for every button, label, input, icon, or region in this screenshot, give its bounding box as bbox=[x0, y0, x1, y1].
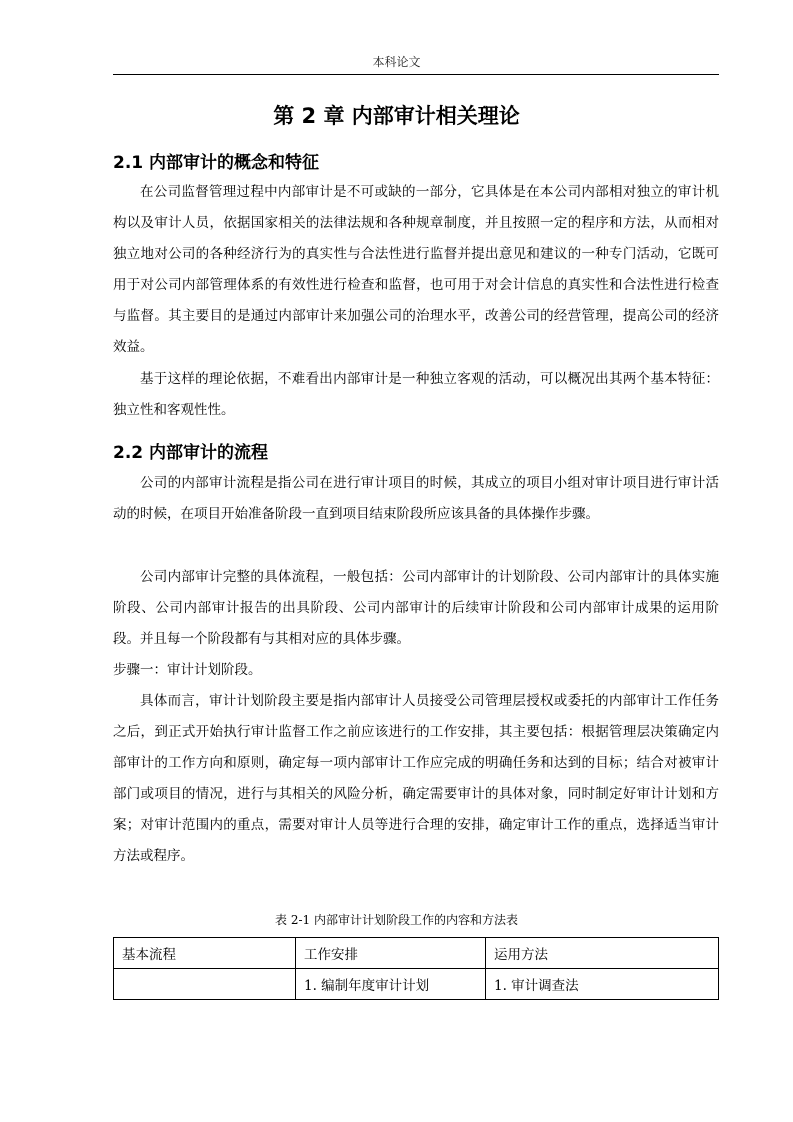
table-caption: 表 2-1 内部审计计划阶段工作的内容和方法表 bbox=[275, 913, 518, 927]
table-header-cell: 基本流程 bbox=[114, 938, 296, 969]
table-header-cell: 工作安排 bbox=[296, 938, 486, 969]
method-table bbox=[113, 937, 719, 1000]
table-cell: 1. 审计调查法 bbox=[486, 969, 719, 1000]
table-header-row bbox=[114, 938, 719, 969]
chapter-title: 第 2 章 内部审计相关理论 bbox=[273, 104, 520, 128]
table-row bbox=[114, 969, 719, 1000]
running-header: 本科论文 bbox=[372, 55, 421, 69]
table-cell: 1. 编制年度审计计划 bbox=[296, 969, 486, 1000]
paragraph: 在公司监督管理过程中内部审计是不可或缺的一部分，它具体是在本公司内部相对独立的审计机构以及审计人员，依据国家相关的法律法规和各种规章制度，并且按照一定的程序和方法，从而相对独立地对公司的各种经济行为的真实性与合法性进行监督并提出意见和建议的一种专门活动，它既可用于对公司内部管理体系的有效性进行检查和监督，也可用于对会计信息的真实性和合法性进行检查与监督。其主要目的是通过内部审计来加强公司的治理水平，改善公司的经营管理，提高公司的经济效益。 bbox=[113, 184, 719, 355]
paragraph: 具体而言，审计计划阶段主要是指内部审计人员接受公司管理层授权或委托的内部审计工作任务之后，到正式开始执行审计监督工作之前应该进行的工作安排，其主要包括：根据管理层决策确定内部审计的工作方向和原则，确定每一项内部审计工作应完成的明确任务和达到的目标；结合对被审计部门或项目的情况，进行与其相关的风险分析，确定需要审计的具体对象，同时制定好审计计划和方案；对审计范围内的重点，需要对审计人员等进行合理的安排，确定审计工作的重点，选择适当审计方法或程序。 bbox=[113, 693, 719, 864]
table-header-cell: 运用方法 bbox=[486, 938, 719, 969]
header-rule bbox=[113, 74, 719, 75]
paragraph: 基于这样的理论依据，不难看出内部审计是一种独立客观的活动，可以概况出其两个基本特征：独立性和客观性性。 bbox=[113, 371, 719, 418]
section-title-2-2: 2.2 内部审计的流程 bbox=[113, 443, 269, 463]
paragraph: 公司内部审计完整的具体流程，一般包括：公司内部审计的计划阶段、公司内部审计的具体实施阶段、公司内部审计报告的出具阶段、公司内部审计的后续审计阶段和公司内部审计成果的运用阶段。并且每一个阶段都有与其相对应的具体步骤。 bbox=[113, 569, 719, 647]
paragraph: 公司的内部审计流程是指公司在进行审计项目的时候，其成立的项目小组对审计项目进行审计活动的时候，在项目开始准备阶段一直到项目结束阶段所应该具备的具体操作步骤。 bbox=[113, 475, 719, 522]
table-cell bbox=[114, 969, 296, 1000]
section-title-2-1: 2.1 内部审计的概念和特征 bbox=[113, 153, 320, 173]
step-label: 步骤一：审计计划阶段。 bbox=[113, 662, 262, 678]
